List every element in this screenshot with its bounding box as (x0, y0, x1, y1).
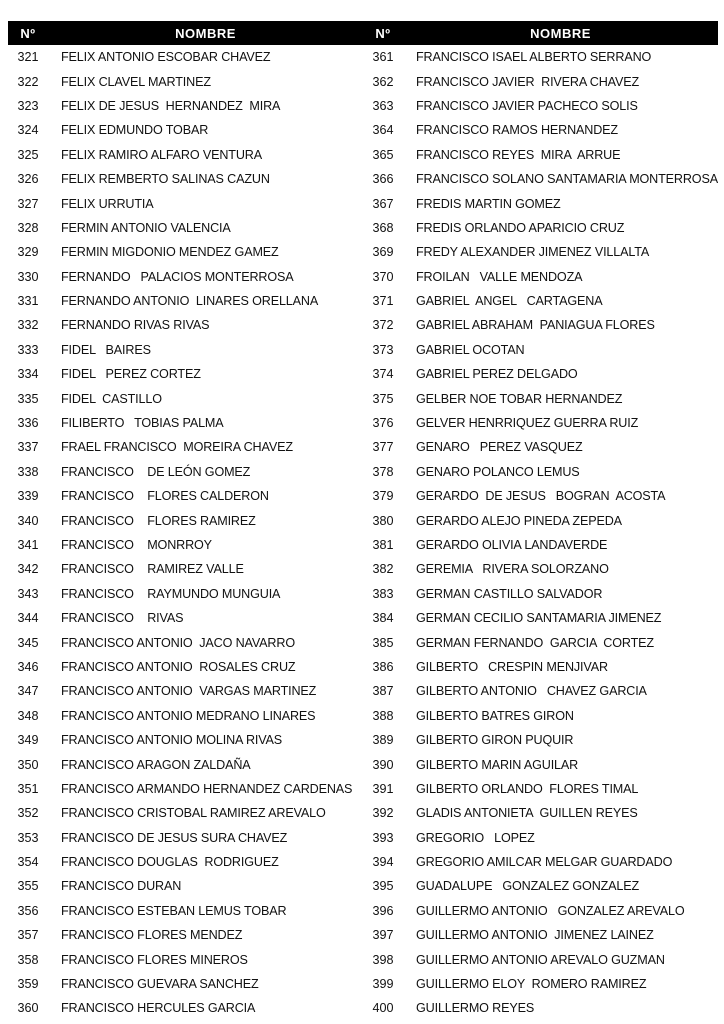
entry-name: GUILLERMO ANTONIO JIMENEZ LAINEZ (416, 928, 654, 943)
entry-name: GABRIEL OCOTAN (416, 342, 525, 357)
entry-number: 361 (372, 50, 394, 65)
entry-name: FERMIN ANTONIO VALENCIA (61, 220, 231, 235)
entry-name: GREGORIO LOPEZ (416, 830, 535, 845)
entry-number: 400 (372, 1001, 394, 1016)
entry-number: 393 (372, 830, 394, 845)
entry-name: GEREMIA RIVERA SOLORZANO (416, 562, 609, 577)
entry-name: FELIX REMBERTO SALINAS CAZUN (61, 172, 270, 187)
entry-number: 386 (372, 659, 394, 674)
entry-number: 382 (372, 562, 394, 577)
entry-name: FRANCISCO ARMANDO HERNANDEZ CARDENAS (61, 781, 353, 796)
entry-name: GUADALUPE GONZALEZ GONZALEZ (416, 879, 640, 894)
entry-name: FRANCISCO DE LEÓN GOMEZ (61, 464, 251, 479)
entry-number: 355 (17, 879, 39, 894)
entry-number: 327 (17, 196, 39, 211)
table-row (8, 484, 718, 508)
entry-number: 349 (17, 733, 39, 748)
entry-name: FERMIN MIGDONIO MENDEZ GAMEZ (61, 245, 279, 260)
table-row (8, 94, 718, 118)
entry-number: 343 (17, 586, 39, 601)
entry-number: 321 (17, 50, 39, 65)
entry-number: 339 (17, 489, 39, 504)
table-row (8, 947, 718, 971)
entry-number: 396 (372, 903, 394, 918)
entry-name: FRANCISCO DURAN (61, 879, 182, 894)
entry-number: 373 (372, 342, 394, 357)
entry-number: 369 (372, 245, 394, 260)
entry-number: 368 (372, 220, 394, 235)
table-row (8, 240, 718, 264)
header-name-right: NOMBRE (403, 21, 718, 45)
header-row (8, 21, 718, 45)
entry-name: FRANCISCO RIVAS (61, 611, 184, 626)
table-row (8, 533, 718, 557)
entry-number: 374 (372, 367, 394, 382)
entry-number: 354 (17, 855, 39, 870)
entry-name: GERMAN CASTILLO SALVADOR (416, 586, 603, 601)
entry-name: FRANCISCO ANTONIO MEDRANO LINARES (61, 708, 316, 723)
table-row (8, 362, 718, 386)
entry-name: FRANCISCO GUEVARA SANCHEZ (61, 977, 259, 992)
entry-name: GILBERTO BATRES GIRON (416, 708, 574, 723)
entry-name: FRANCISCO ARAGON ZALDAÑA (61, 757, 251, 772)
entry-number: 325 (17, 147, 39, 162)
entry-number: 367 (372, 196, 394, 211)
table-row (8, 655, 718, 679)
entry-number: 324 (17, 123, 39, 138)
entry-name: GABRIEL ABRAHAM PANIAGUA FLORES (416, 318, 655, 333)
entry-name: FRANCISCO RAMOS HERNANDEZ (416, 123, 618, 138)
entry-name: FRANCISCO JAVIER PACHECO SOLIS (416, 98, 638, 113)
entry-name: FRANCISCO ANTONIO JACO NAVARRO (61, 635, 295, 650)
entry-number: 390 (372, 757, 394, 772)
entry-number: 378 (372, 464, 394, 479)
entry-name: GERMAN FERNANDO GARCIA CORTEZ (416, 635, 654, 650)
table-row (8, 606, 718, 630)
table-row (8, 118, 718, 142)
table-row (8, 582, 718, 606)
entry-number: 379 (372, 489, 394, 504)
table-row (8, 265, 718, 289)
entry-name: FRANCISCO ANTONIO ROSALES CRUZ (61, 659, 296, 674)
entry-name: FRANCISCO MONRROY (61, 538, 212, 552)
entry-number: 352 (17, 806, 39, 821)
table-row (8, 69, 718, 93)
entry-name: FELIX CLAVEL MARTINEZ (61, 74, 211, 89)
table-row (8, 850, 718, 874)
entry-number: 336 (17, 416, 39, 431)
entry-number: 392 (372, 806, 394, 821)
table-row (8, 704, 718, 728)
entry-name: GUILLERMO ANTONIO AREVALO GUZMAN (416, 952, 665, 967)
table-row (8, 386, 718, 410)
entry-number: 350 (17, 757, 39, 772)
table-row (8, 338, 718, 362)
entry-name: FRANCISCO FLORES MINEROS (61, 952, 248, 967)
name-table (8, 21, 718, 1021)
entry-name: FELIX RAMIRO ALFARO VENTURA (61, 147, 262, 162)
entry-name: GILBERTO GIRON PUQUIR (416, 733, 574, 748)
entry-number: 397 (372, 928, 394, 943)
entry-number: 389 (372, 733, 394, 748)
table-row (8, 411, 718, 435)
entry-number: 363 (372, 98, 394, 113)
entry-name: FRANCISCO ANTONIO MOLINA RIVAS (61, 733, 283, 748)
table-row (8, 996, 718, 1020)
entry-name: GERARDO ALEJO PINEDA ZEPEDA (416, 513, 622, 528)
entry-number: 380 (372, 513, 394, 528)
entry-number: 370 (372, 269, 394, 284)
entry-name: FERNANDO ANTONIO LINARES ORELLANA (61, 294, 319, 309)
header-number-left: Nº (8, 21, 48, 45)
entry-name: FERNANDO PALACIOS MONTERROSA (61, 269, 294, 284)
entry-name: GLADIS ANTONIETA GUILLEN REYES (416, 806, 638, 821)
table-row (8, 752, 718, 776)
entry-number: 335 (17, 391, 39, 406)
entry-number: 337 (17, 440, 39, 455)
entry-name: FRANCISCO CRISTOBAL RAMIREZ AREVALO (61, 806, 326, 821)
entry-number: 348 (17, 708, 39, 723)
entry-name: FIDEL PEREZ CORTEZ (61, 367, 201, 382)
entry-number: 377 (372, 440, 394, 455)
entry-name: FRANCISCO RAYMUNDO MUNGUIA (61, 586, 281, 601)
entry-number: 330 (17, 269, 39, 284)
entry-name: GERMAN CECILIO SANTAMARIA JIMENEZ (416, 611, 662, 626)
table-row (8, 557, 718, 581)
entry-name: FILIBERTO TOBIAS PALMA (61, 416, 224, 431)
entry-name: FRANCISCO REYES MIRA ARRUE (416, 147, 621, 162)
table-row (8, 313, 718, 337)
entry-name: FROILAN VALLE MENDOZA (416, 269, 583, 284)
entry-name: GUILLERMO ELOY ROMERO RAMIREZ (416, 977, 647, 992)
entry-number: 356 (17, 903, 39, 918)
entry-number: 342 (17, 562, 39, 577)
entry-name: FERNANDO RIVAS RIVAS (61, 318, 210, 333)
entry-name: FRANCISCO ESTEBAN LEMUS TOBAR (61, 903, 287, 918)
entry-name: GERARDO DE JESUS BOGRAN ACOSTA (416, 489, 666, 504)
table-row (8, 972, 718, 996)
entry-number: 322 (17, 74, 39, 89)
entry-number: 334 (17, 367, 39, 382)
table-row (8, 899, 718, 923)
header-number-right: Nº (363, 21, 403, 45)
entry-name: FREDIS MARTIN GOMEZ (416, 196, 561, 211)
entry-number: 341 (17, 538, 39, 552)
entry-name: FRANCISCO RAMIREZ VALLE (61, 562, 244, 577)
entry-number: 394 (372, 855, 394, 870)
entry-number: 388 (372, 708, 394, 723)
entry-number: 333 (17, 342, 39, 357)
entry-name: FRANCISCO FLORES MENDEZ (61, 928, 243, 943)
entry-name: FIDEL CASTILLO (61, 391, 162, 406)
entry-name: FREDY ALEXANDER JIMENEZ VILLALTA (416, 245, 650, 260)
entry-name: FELIX DE JESUS HERNANDEZ MIRA (61, 98, 281, 113)
entry-name: FRAEL FRANCISCO MOREIRA CHAVEZ (61, 440, 293, 455)
table-body (8, 45, 718, 1021)
table-row (8, 45, 718, 69)
entry-number: 323 (17, 98, 39, 113)
entry-number: 353 (17, 830, 39, 845)
entry-number: 328 (17, 220, 39, 235)
entry-number: 351 (17, 781, 39, 796)
entry-name: FRANCISCO ISAEL ALBERTO SERRANO (416, 50, 652, 65)
entry-name: FRANCISCO DE JESUS SURA CHAVEZ (61, 830, 288, 845)
entry-number: 345 (17, 635, 39, 650)
entry-number: 365 (372, 147, 394, 162)
entry-name: FRANCISCO FLORES CALDERON (61, 489, 269, 504)
entry-name: GENARO POLANCO LEMUS (416, 464, 580, 479)
table-row (8, 143, 718, 167)
entry-number: 338 (17, 464, 39, 479)
entry-number: 326 (17, 172, 39, 187)
entry-number: 398 (372, 952, 394, 967)
entry-name: GREGORIO AMILCAR MELGAR GUARDADO (416, 855, 673, 870)
entry-number: 399 (372, 977, 394, 992)
entry-number: 375 (372, 391, 394, 406)
entry-number: 344 (17, 611, 39, 626)
entry-name: GABRIEL PEREZ DELGADO (416, 367, 578, 382)
entry-number: 366 (372, 172, 394, 187)
entry-name: FRANCISCO HERCULES GARCIA (61, 1001, 256, 1016)
entry-name: FRANCISCO JAVIER RIVERA CHAVEZ (416, 74, 640, 89)
entry-name: GUILLERMO REYES (416, 1001, 535, 1016)
entry-name: GILBERTO ORLANDO FLORES TIMAL (416, 781, 639, 796)
table-row (8, 460, 718, 484)
entry-number: 385 (372, 635, 394, 650)
table-row (8, 508, 718, 532)
header-name-left: NOMBRE (48, 21, 363, 45)
entry-name: GELVER HENRRIQUEZ GUERRA RUIZ (416, 416, 639, 431)
table-row (8, 777, 718, 801)
entry-number: 387 (372, 684, 394, 699)
entry-number: 340 (17, 513, 39, 528)
entry-name: GILBERTO CRESPIN MENJIVAR (416, 659, 608, 674)
entry-number: 360 (17, 1001, 39, 1016)
entry-number: 384 (372, 611, 394, 626)
table-row (8, 801, 718, 825)
entry-name: FELIX ANTONIO ESCOBAR CHAVEZ (61, 50, 271, 65)
entry-number: 364 (372, 123, 394, 138)
table-row (8, 191, 718, 215)
entry-number: 346 (17, 659, 39, 674)
entry-number: 329 (17, 245, 39, 260)
entry-number: 372 (372, 318, 394, 333)
table-row (8, 167, 718, 191)
entry-number: 331 (17, 294, 39, 309)
entry-number: 395 (372, 879, 394, 894)
entry-number: 381 (372, 538, 394, 552)
entry-name: FRANCISCO FLORES RAMIREZ (61, 513, 256, 528)
table-row (8, 435, 718, 459)
entry-name: FIDEL BAIRES (61, 342, 151, 357)
entry-number: 371 (372, 294, 394, 309)
table-row (8, 630, 718, 654)
entry-name: GILBERTO ANTONIO CHAVEZ GARCIA (416, 684, 647, 699)
table-row (8, 874, 718, 898)
entry-name: FREDIS ORLANDO APARICIO CRUZ (416, 220, 625, 235)
table-row (8, 679, 718, 703)
table-row (8, 728, 718, 752)
entry-name: FRANCISCO SOLANO SANTAMARIA MONTERROSA (416, 172, 718, 187)
entry-name: GUILLERMO ANTONIO GONZALEZ AREVALO (416, 903, 685, 918)
entry-name: GILBERTO MARIN AGUILAR (416, 757, 579, 772)
entry-number: 357 (17, 928, 39, 943)
entry-name: FELIX EDMUNDO TOBAR (61, 123, 209, 138)
entry-number: 376 (372, 416, 394, 431)
table-row (8, 289, 718, 313)
entry-name: FRANCISCO DOUGLAS RODRIGUEZ (61, 855, 279, 870)
entry-number: 347 (17, 684, 39, 699)
entry-number: 391 (372, 781, 394, 796)
entry-name: GENARO PEREZ VASQUEZ (416, 440, 583, 455)
table-row (8, 216, 718, 240)
entry-number: 332 (17, 318, 39, 333)
entry-name: FELIX URRUTIA (61, 196, 154, 211)
table-row (8, 826, 718, 850)
entry-name: GELBER NOE TOBAR HERNANDEZ (416, 391, 623, 406)
entry-name: FRANCISCO ANTONIO VARGAS MARTINEZ (61, 684, 317, 699)
table-row (8, 923, 718, 947)
name-list-sheet (8, 21, 718, 1021)
entry-name: GERARDO OLIVIA LANDAVERDE (416, 538, 608, 552)
entry-number: 362 (372, 74, 394, 89)
entry-name: GABRIEL ANGEL CARTAGENA (416, 294, 603, 309)
entry-number: 383 (372, 586, 394, 601)
entry-number: 358 (17, 952, 39, 967)
entry-number: 359 (17, 977, 39, 992)
